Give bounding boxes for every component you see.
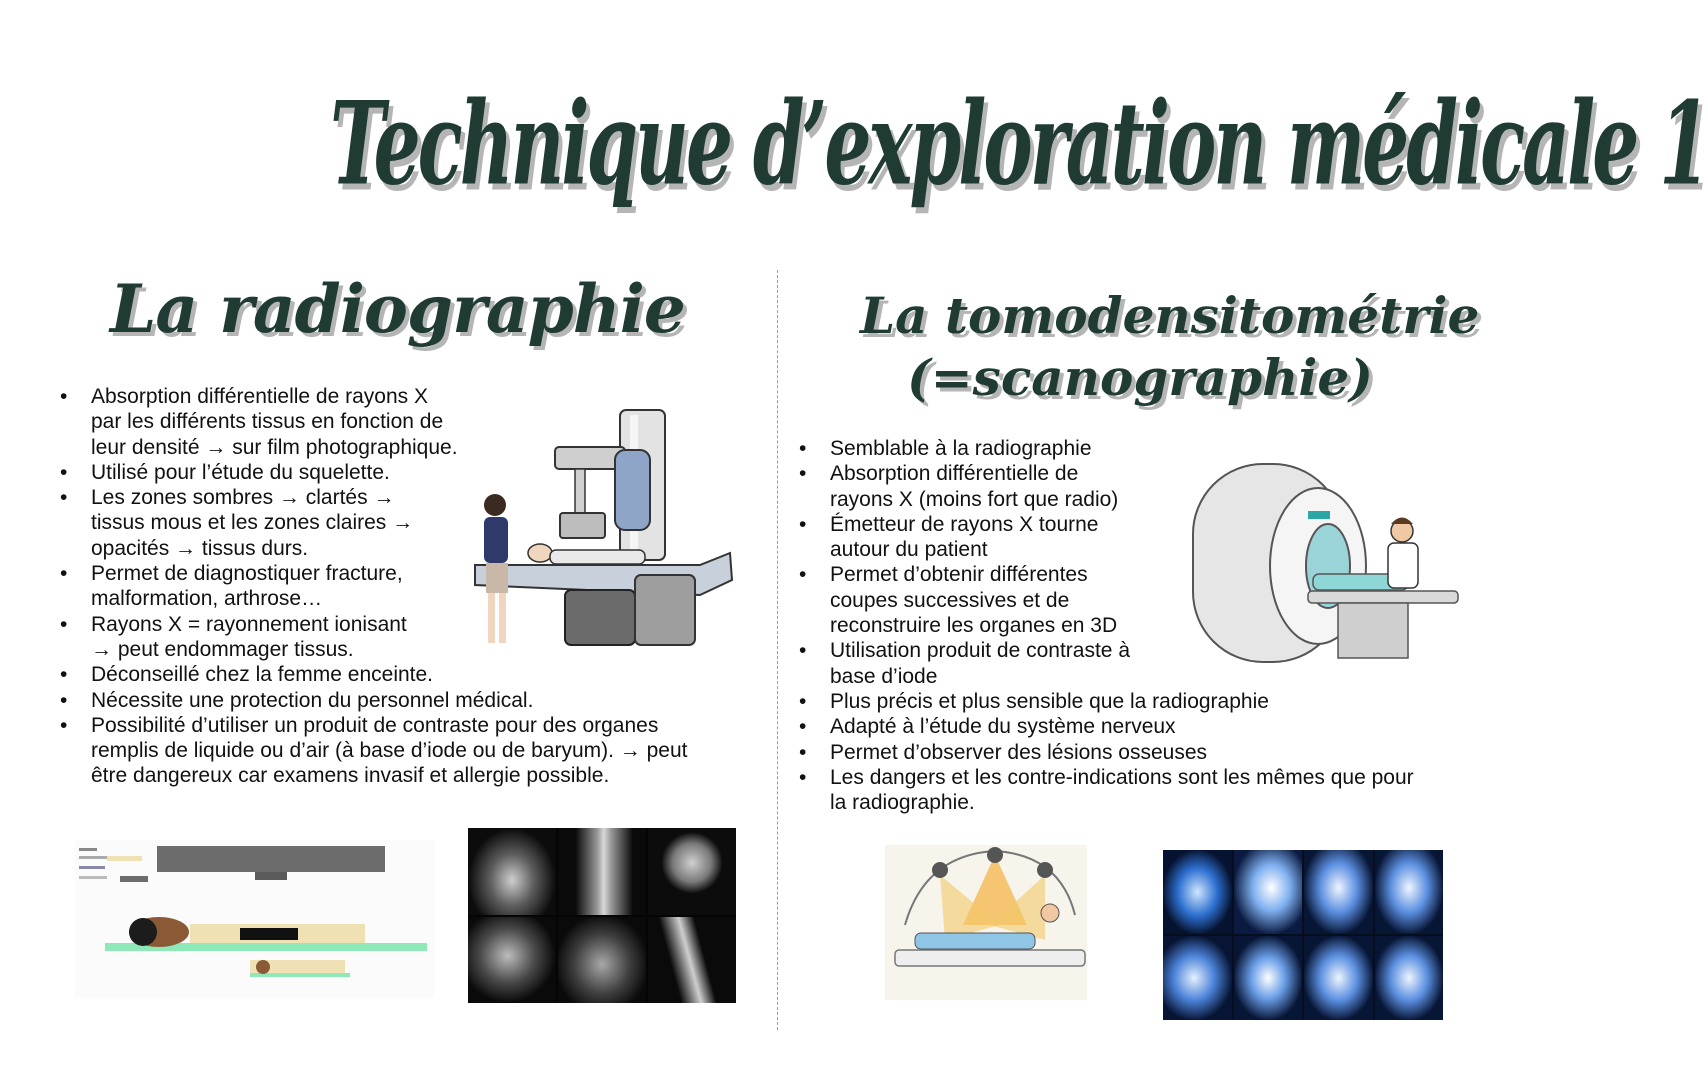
list-item: • Permet d’obtenir différentes coupes successives et de reconstruire les organes en 3D	[799, 562, 1489, 638]
list-item: • Rayons X = rayonnement ionisant → peut endommager tissus.	[60, 612, 760, 663]
xray-image	[468, 828, 556, 915]
list-item: • Permet d’observer des lésions osseuses	[799, 740, 1489, 765]
xray-image	[648, 828, 736, 915]
xray-image	[558, 917, 646, 1004]
brain-scan-image	[1375, 936, 1444, 1020]
xray-image	[468, 917, 556, 1004]
column-divider	[777, 270, 778, 1030]
radiography-schema	[75, 840, 435, 998]
brain-scan-grid	[1163, 850, 1443, 1020]
list-item: • Absorption différentielle de rayons X par les différents tissus en fonction de leur densité → sur film photographique.	[60, 384, 760, 460]
list-item: • Adapté à l’étude du système nerveux	[799, 714, 1489, 739]
list-item: • Utilisation produit de contraste à base d’iode	[799, 638, 1489, 689]
ct-scanner-illustration	[1188, 456, 1460, 666]
xray-image	[558, 828, 646, 915]
list-item: • Utilisé pour l’étude du squelette.	[60, 460, 760, 485]
section-title-radiographie: La radiographie	[110, 270, 685, 348]
brain-scan-image	[1234, 850, 1303, 934]
page-title: Technique d’exploration médicale 1	[330, 78, 1708, 212]
list-item: • Les zones sombres → clartés → tissus mous et les zones claires → opacités → tissus durs.	[60, 485, 760, 561]
brain-scan-image	[1375, 850, 1444, 934]
ct-schema-illustration	[885, 845, 1087, 1000]
brain-scan-image	[1163, 850, 1232, 934]
list-item: • Déconseillé chez la femme enceinte.	[60, 662, 760, 687]
list-item: • Absorption différentielle de rayons X (moins fort que radio)	[799, 461, 1489, 512]
section-title-line-1: La tomodensitométrie	[860, 286, 1480, 345]
brain-scan-image	[1304, 936, 1373, 1020]
section-title-tomodensitometrie	[860, 285, 1480, 409]
brain-scan-image	[1304, 850, 1373, 934]
brain-scan-image	[1163, 936, 1232, 1020]
xray-image	[648, 917, 736, 1004]
list-item: • Les dangers et les contre-indications sont les mêmes que pour la radiographie.	[799, 765, 1489, 816]
section-title-line-2: (=scanographie)	[907, 348, 1373, 407]
brain-scan-image	[1234, 936, 1303, 1020]
list-item: • Émetteur de rayons X tourne autour du patient	[799, 512, 1489, 563]
list-item: • Nécessite une protection du personnel médical.	[60, 688, 760, 713]
xray-images-grid	[468, 828, 736, 1003]
list-item: • Possibilité d’utiliser un produit de contraste pour des organes remplis de liquide ou d’air (à base d’iode ou de baryum). → peut être dangereux car examens invasif et allergie possible.	[60, 713, 760, 789]
list-item: • Semblable à la radiographie	[799, 436, 1489, 461]
list-item: • Plus précis et plus sensible que la radiographie	[799, 689, 1489, 714]
xray-machine-illustration	[470, 405, 745, 660]
list-item: • Permet de diagnostiquer fracture, malformation, arthrose…	[60, 561, 760, 612]
